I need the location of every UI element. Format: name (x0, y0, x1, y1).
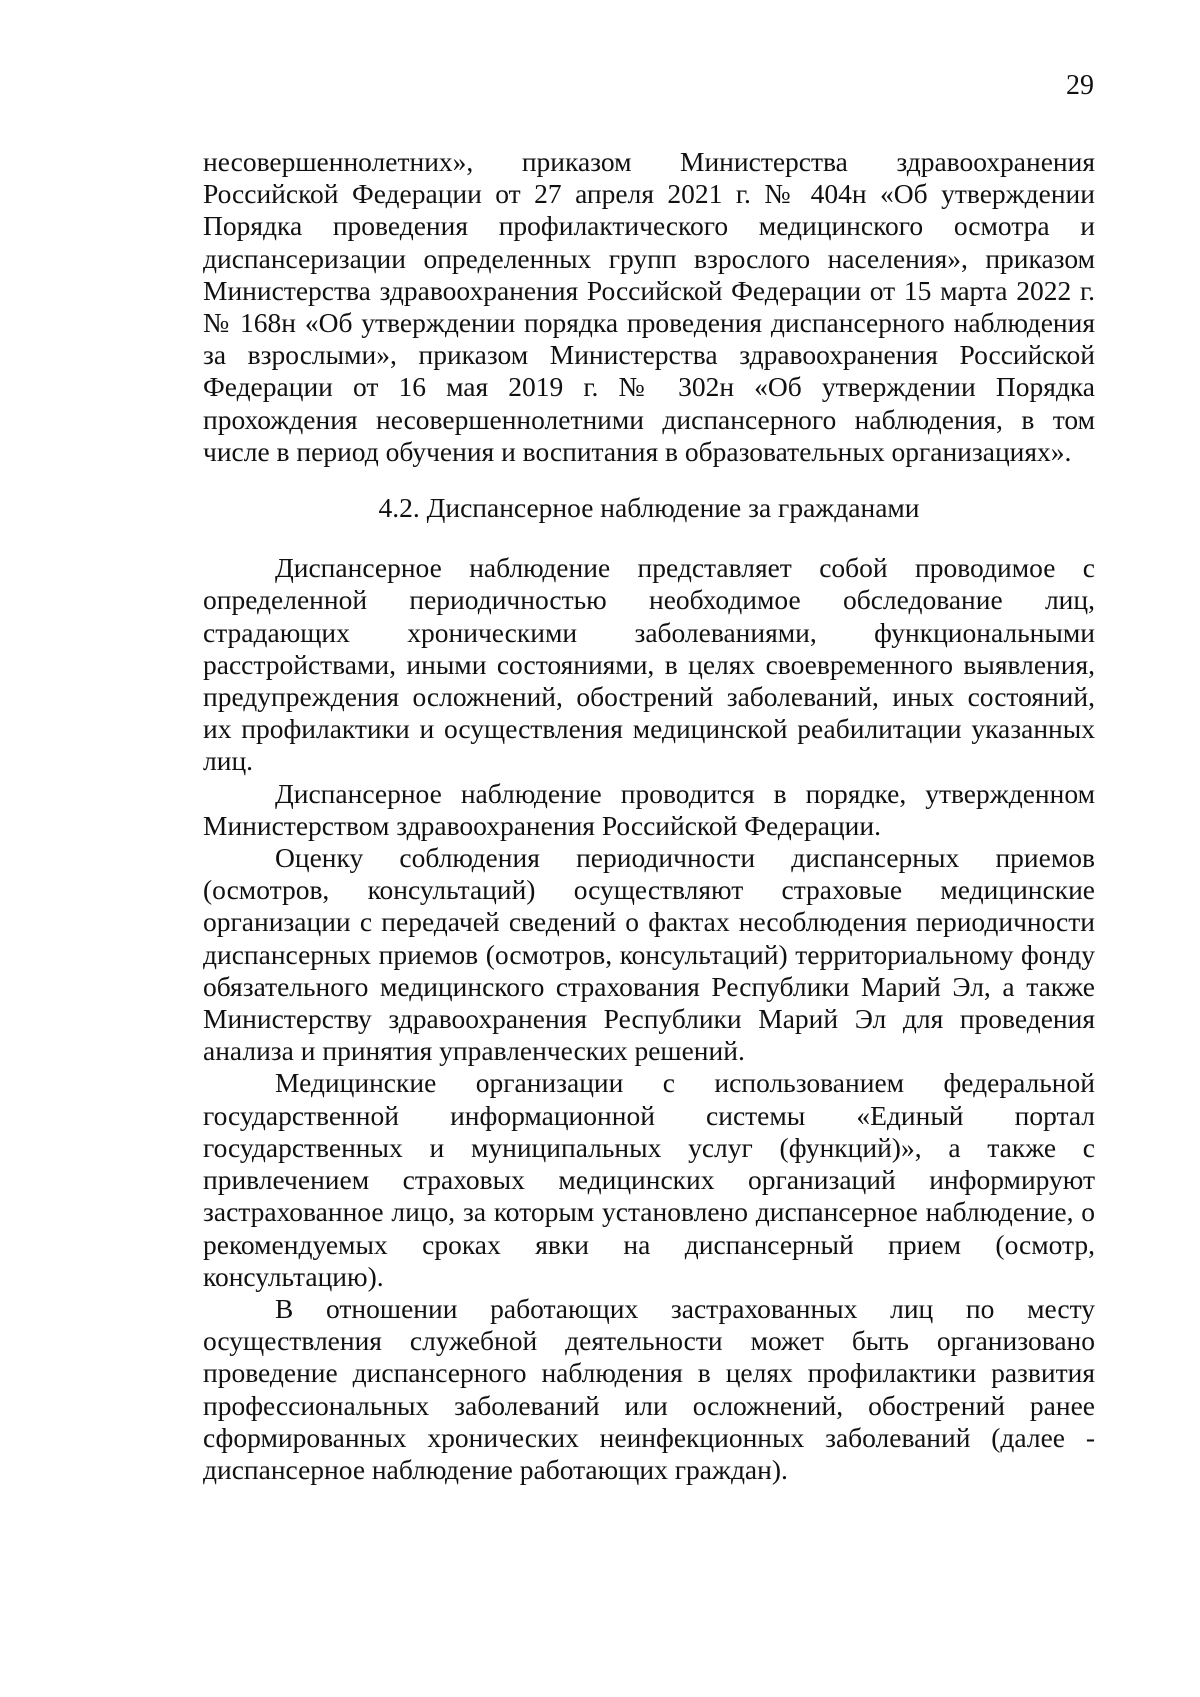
paragraph: Оценку соблюдения периодичности диспансерных приемов (осмотров, консультаций) осуществляют страховые медицинские организации с передачей сведений о фактах несоблюдения периодичности диспансерных приемов (осмотров, консультаций) территориальному фонду обязательного медицинского страхования Республики Марий Эл, а также Министерству здравоохранения Республики Марий Эл для проведения анализа и принятия управленческих решений. (203, 842, 1095, 1067)
paragraph-continued: несовершеннолетних», приказом Министерства здравоохранения Российской Федерации от 27 апреля 2021 г. № 404н «Об утверждении Порядка проведения профилактического медицинского осмотра и диспансеризации определенных групп взрослого населения», приказом Министерства здравоохранения Российской Федерации от 15 марта 2022 г. № 168н «Об утверждении порядка проведения диспансерного наблюдения за взрослыми», приказом Министерства здравоохранения Российской Федерации от 16 мая 2019 г. № 302н «Об утверждении Порядка прохождения несовершеннолетними диспансерного наблюдения, в том числе в период обучения и воспитания в образовательных организациях». (203, 146, 1095, 467)
section-heading: 4.2. Диспансерное наблюдение за гражданами (378, 492, 920, 524)
document-body (203, 146, 1095, 1486)
paragraph: Медицинские организации с использованием федеральной государственной информационной системы «Единый портал государственных и муниципальных услуг (функций)», а также с привлечением страховых медицинских организаций информируют застрахованное лицо, за которым установлено диспансерное наблюдение, о рекомендуемых сроках явки на диспансерный прием (осмотр, консультацию). (203, 1067, 1095, 1292)
paragraph: В отношении работающих застрахованных лиц по месту осуществления служебной деятельности может быть организовано проведение диспансерного наблюдения в целях профилактики развития профессиональных заболеваний или осложнений, обострений ранее сформированных хронических неинфекционных заболеваний (далее - диспансерное наблюдение работающих граждан). (203, 1292, 1095, 1485)
paragraph: Диспансерное наблюдение проводится в порядке, утвержденном Министерством здравоохранения Российской Федерации. (203, 777, 1095, 841)
page-number: 29 (1066, 70, 1094, 101)
paragraph: Диспансерное наблюдение представляет собой проводимое с определенной периодичностью необходимое обследование лиц, страдающих хроническими заболеваниями, функциональными расстройствами, иными состояниями, в целях своевременного выявления, предупреждения осложнений, обострений заболеваний, иных состояний, их профилактики и осуществления медицинской реабилитации указанных лиц. (203, 552, 1095, 777)
